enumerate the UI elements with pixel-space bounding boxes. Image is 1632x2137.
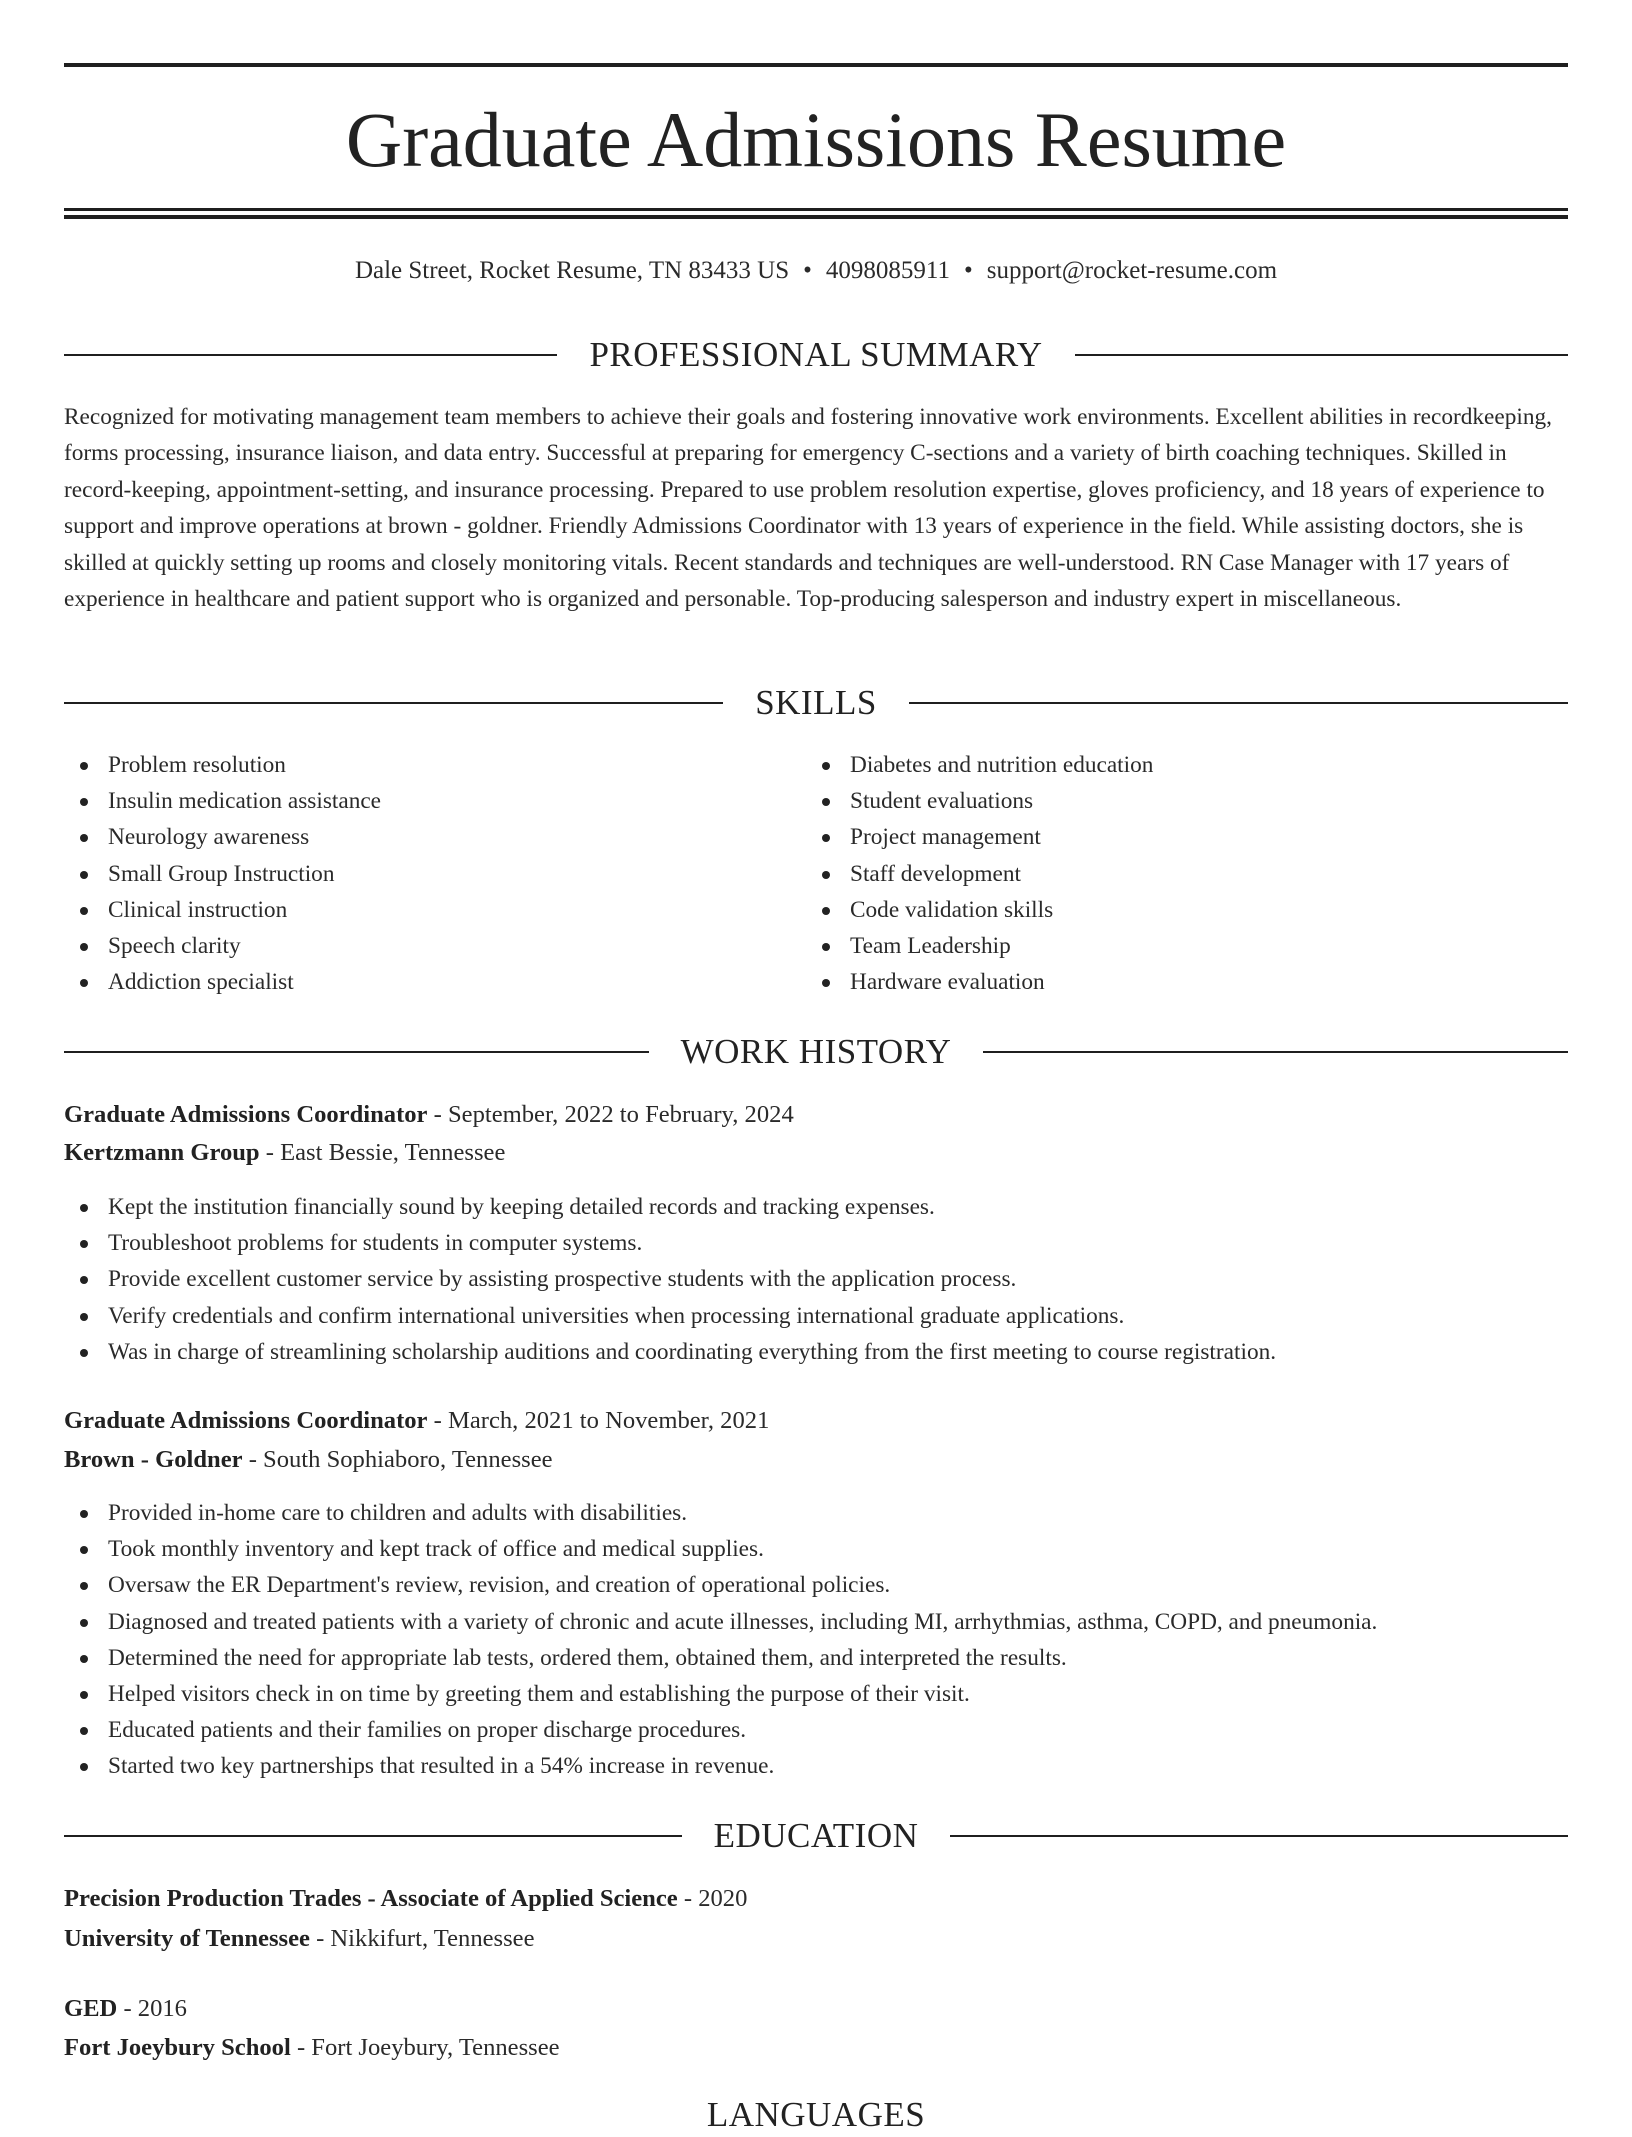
- job-company-line: [64, 1442, 1568, 1478]
- job-bullet: Oversaw the ER Department's review, revision, and creation of operational policies.: [64, 1567, 1568, 1603]
- section-heading-education: [64, 1814, 1568, 1858]
- education-school-line: [64, 2030, 1568, 2066]
- job-bullets: [64, 1189, 1568, 1370]
- education-year: - 2016: [117, 1995, 187, 2022]
- heading-rule: [64, 1835, 682, 1837]
- heading-rule: [64, 354, 557, 356]
- section-title: LANGUAGES: [706, 2095, 926, 2134]
- education-school: University of Tennessee: [64, 1925, 310, 1952]
- education-degree: GED: [64, 1995, 118, 2022]
- contact-line: [64, 254, 1568, 288]
- skill-item: Team Leadership: [806, 928, 1153, 964]
- education-location: - Nikkifurt, Tennessee: [309, 1925, 535, 1952]
- job-bullet: Took monthly inventory and kept track of office and medical supplies.: [64, 1531, 1568, 1567]
- heading-rule: [909, 702, 1568, 704]
- education-school-line: [64, 1921, 1568, 1957]
- skill-item: Small Group Instruction: [64, 856, 381, 892]
- job-bullet: Was in charge of streamlining scholarship auditions and coordinating everything from the first meeting to course registration.: [64, 1334, 1568, 1370]
- top-rule: [64, 63, 1568, 67]
- heading-rule: [64, 1051, 649, 1053]
- education-year: - 2020: [677, 1885, 748, 1912]
- section-title: WORK HISTORY: [680, 1032, 952, 1071]
- education-location: - Fort Joeybury, Tennessee: [290, 2034, 560, 2061]
- skill-item: Diabetes and nutrition education: [806, 747, 1153, 783]
- contact-phone: 4098085911: [825, 257, 950, 284]
- contact-email: support@rocket-resume.com: [986, 257, 1278, 284]
- skill-item: Addiction specialist: [64, 964, 381, 1000]
- skills-list-right: [806, 747, 1153, 1000]
- skill-item: Hardware evaluation: [806, 964, 1153, 1000]
- contact-separator: •: [803, 257, 812, 284]
- education-degree: Precision Production Trades - Associate of Applied Science: [64, 1885, 678, 1912]
- job-title: Graduate Admissions Coordinator: [64, 1407, 428, 1434]
- section-title: SKILLS: [755, 683, 877, 722]
- heading-rule: [1075, 354, 1568, 356]
- job-bullet: Determined the need for appropriate lab tests, ordered them, obtained them, and interpreted the results.: [64, 1640, 1568, 1676]
- section-heading-work: [64, 1030, 1568, 1074]
- skill-item: Problem resolution: [64, 747, 381, 783]
- job-location: - East Bessie, Tennessee: [259, 1139, 506, 1166]
- job-company: Kertzmann Group: [64, 1139, 260, 1166]
- job-title-line: [64, 1097, 1568, 1133]
- resume-title: Graduate Admissions Resume: [345, 96, 1287, 183]
- skills-list-left: [64, 747, 381, 1000]
- job-bullet: Troubleshoot problems for students in computer systems.: [64, 1225, 1568, 1261]
- job-company: Brown - Goldner: [64, 1446, 243, 1473]
- summary-text: Recognized for motivating management team members to achieve their goals and fostering innovative work environments. Excellent abilities in recordkeeping, forms processing, insurance liaison, and data entry. Successful at preparing for emergency C-sections and a variety of birth coaching techniques. Skilled in record-keeping, appointment-setting, and insurance processing. Prepared to use problem resolution expertise, gloves proficiency, and 18 years of experience to support and improve operations at brown - goldner. Friendly Admissions Coordinator with 13 years of experience in the field. While assisting doctors, she is skilled at quickly setting up rooms and closely monitoring vitals. Recent standards and techniques are well-understood. RN Case Manager with 17 years of experience in healthcare and patient support who is organized and personable. Top-producing salesperson and industry expert in miscellaneous.: [64, 404, 1552, 613]
- contact-separator: •: [963, 257, 973, 284]
- skill-item: Project management: [806, 819, 1153, 855]
- job-title-line: [64, 1403, 1568, 1439]
- section-title: EDUCATION: [713, 1816, 919, 1855]
- job-title: Graduate Admissions Coordinator: [64, 1101, 428, 1128]
- skill-item: Code validation skills: [806, 892, 1153, 928]
- skill-item: Insulin medication assistance: [64, 783, 381, 819]
- job-dates: - March, 2021 to November, 2021: [427, 1407, 770, 1434]
- skill-item: Clinical instruction: [64, 892, 381, 928]
- heading-rule: [950, 1835, 1568, 1837]
- job-bullet: Helped visitors check in on time by greeting them and establishing the purpose of their visit.: [64, 1676, 1568, 1712]
- job-bullet: Provide excellent customer service by assisting prospective students with the application process.: [64, 1261, 1568, 1297]
- contact-address: Dale Street, Rocket Resume, TN 83433 US: [354, 257, 790, 284]
- heading-rule: [64, 702, 723, 704]
- job-dates: - September, 2022 to February, 2024: [427, 1101, 794, 1128]
- section-heading-summary: [64, 333, 1568, 377]
- education-degree-line: [64, 1881, 1568, 1917]
- education-school: Fort Joeybury School: [64, 2034, 291, 2061]
- heading-rule: [983, 1051, 1568, 1053]
- title-rule-upper: [64, 208, 1568, 211]
- job-bullet: Provided in-home care to children and adults with disabilities.: [64, 1495, 1568, 1531]
- skill-item: Student evaluations: [806, 783, 1153, 819]
- job-bullets: [64, 1495, 1568, 1785]
- job-bullet: Kept the institution financially sound by keeping detailed records and tracking expenses.: [64, 1189, 1568, 1225]
- skill-item: Neurology awareness: [64, 819, 381, 855]
- job-bullet: Verify credentials and confirm international universities when processing international graduate applications.: [64, 1298, 1568, 1334]
- job-location: - South Sophiaboro, Tennessee: [242, 1446, 553, 1473]
- skill-item: Speech clarity: [64, 928, 381, 964]
- job-bullet: Started two key partnerships that resulted in a 54% increase in revenue.: [64, 1748, 1568, 1784]
- education-degree-line: [64, 1991, 1568, 2027]
- section-title: PROFESSIONAL SUMMARY: [589, 335, 1043, 374]
- job-bullet: Diagnosed and treated patients with a variety of chronic and acute illnesses, including MI, arrhythmias, asthma, COPD, and pneumonia.: [64, 1604, 1568, 1640]
- skill-item: Staff development: [806, 856, 1153, 892]
- section-heading-skills: [64, 681, 1568, 725]
- title-rule-lower: [64, 215, 1568, 219]
- job-company-line: [64, 1135, 1568, 1171]
- job-bullet: Educated patients and their families on proper discharge procedures.: [64, 1712, 1568, 1748]
- section-heading-languages: [64, 2093, 1568, 2137]
